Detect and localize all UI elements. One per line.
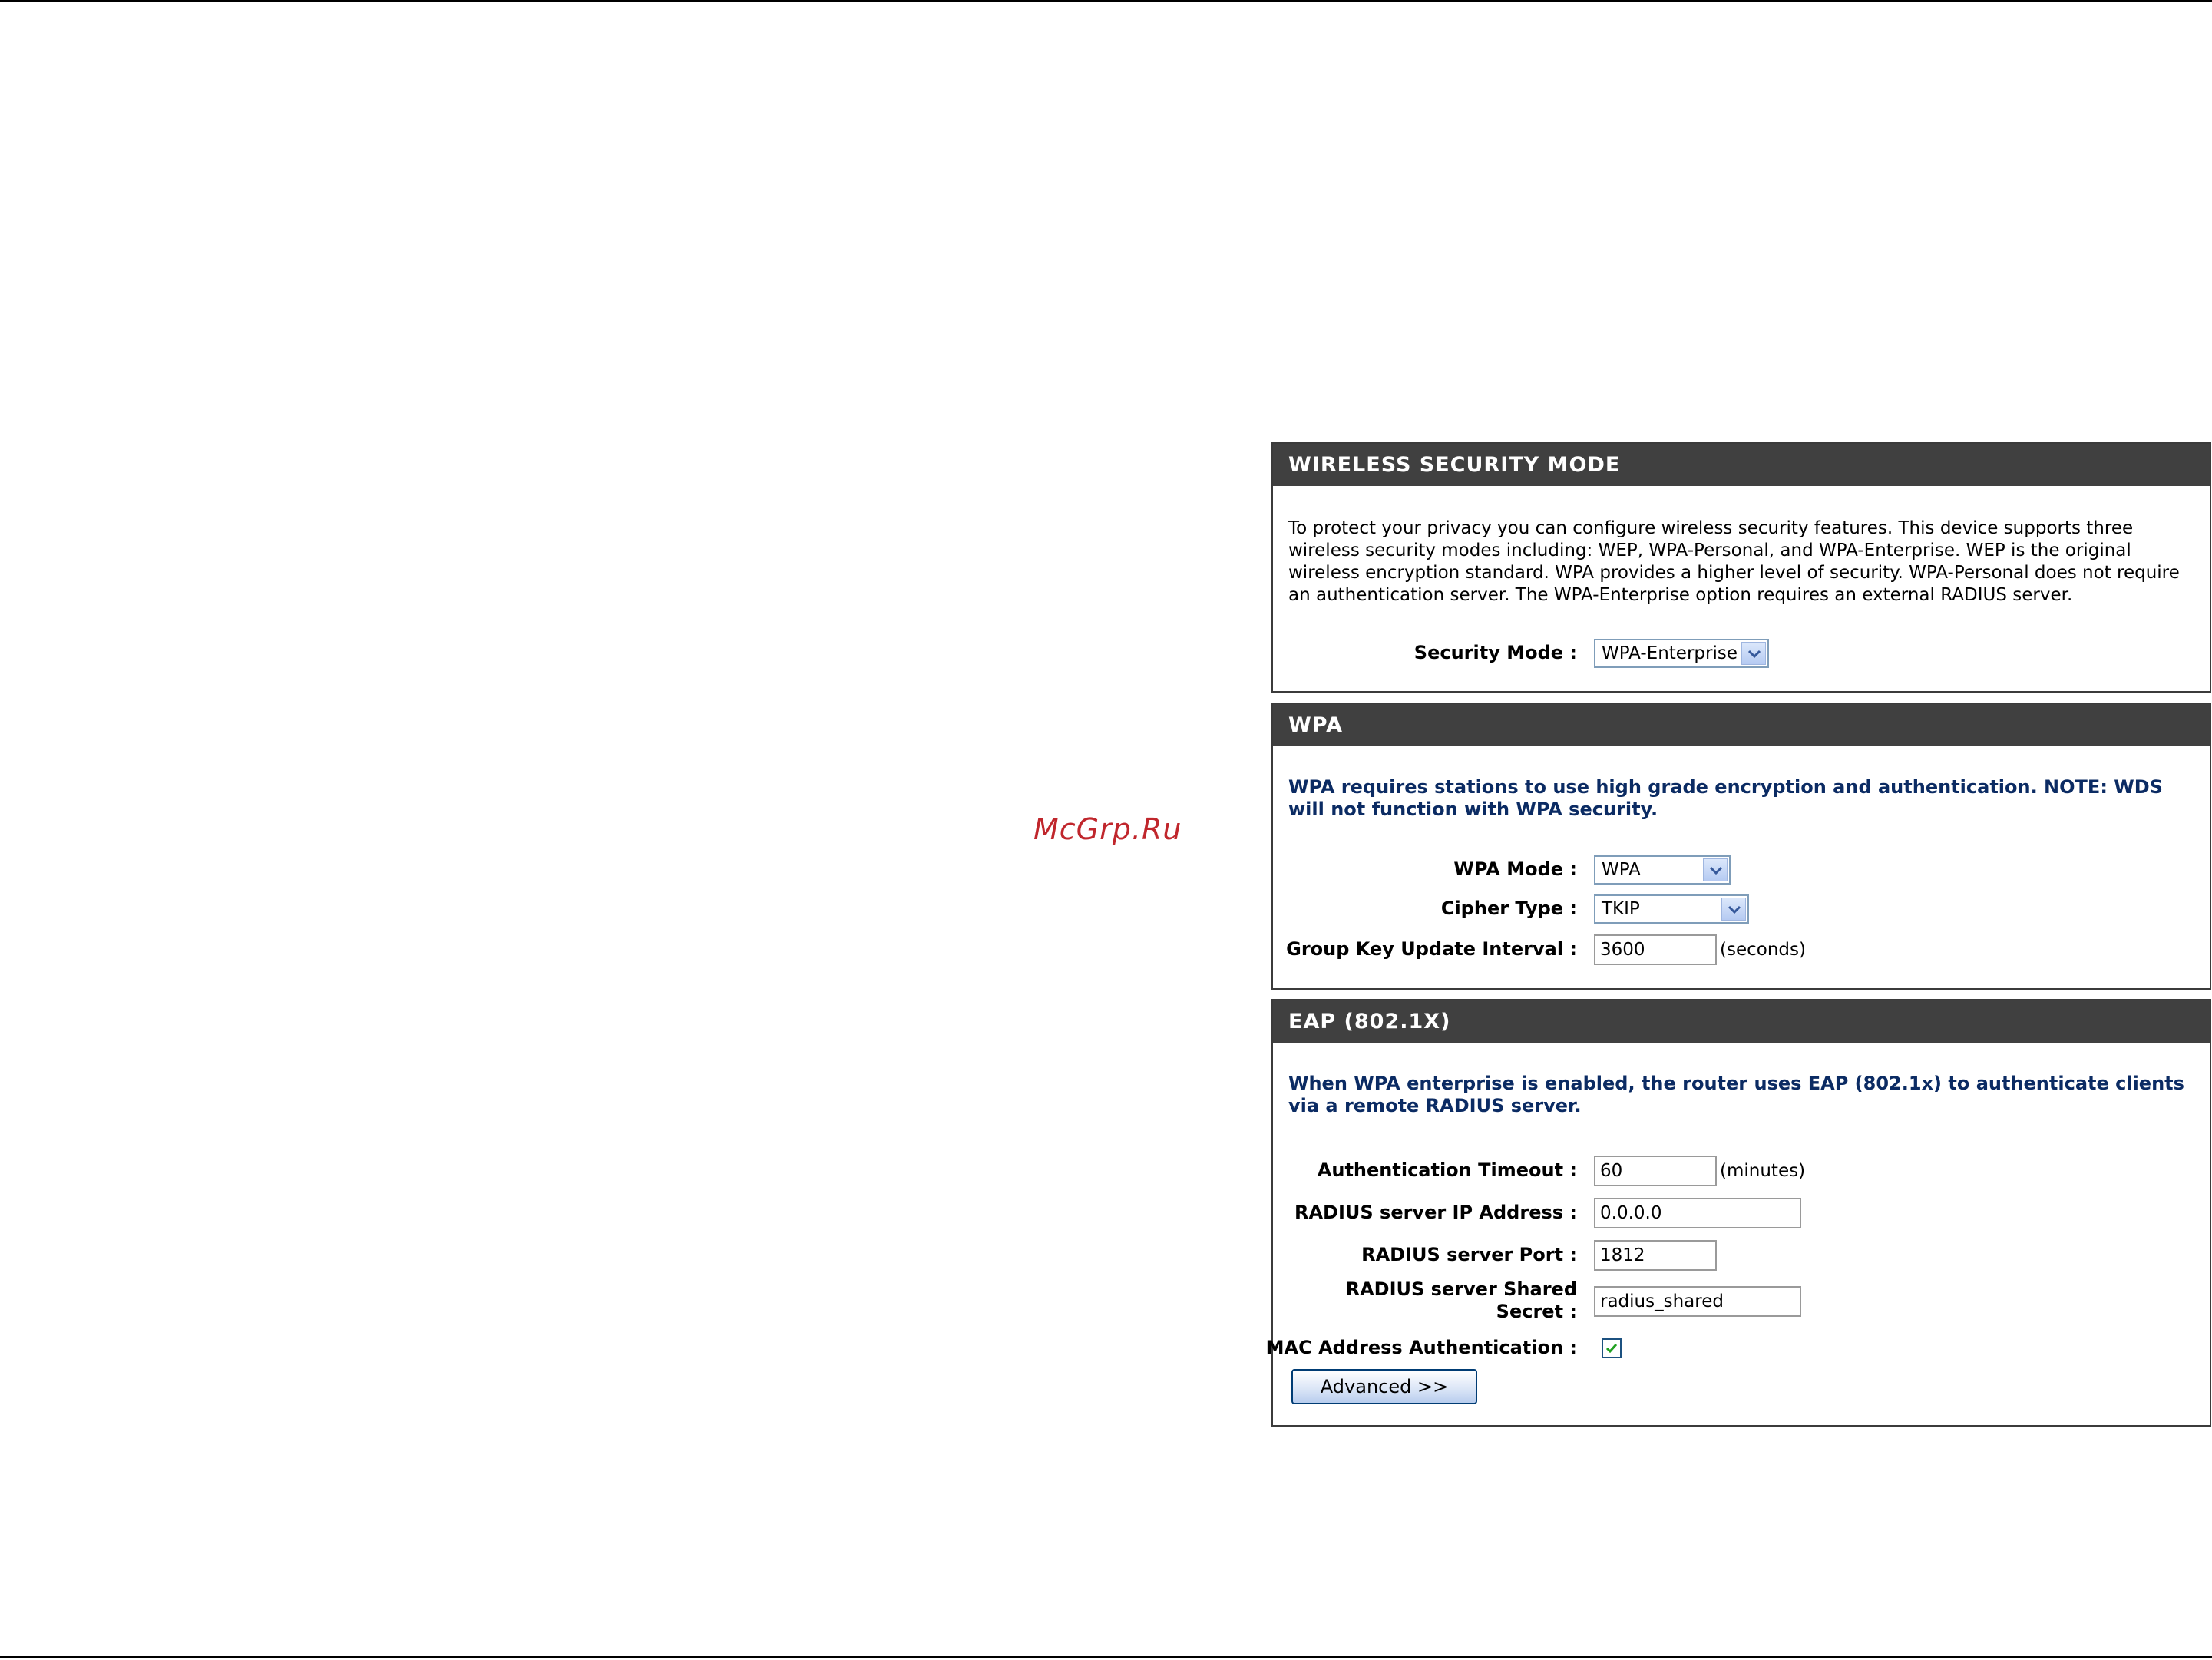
security-mode-value: WPA-Enterprise	[1602, 643, 1738, 663]
wpa-description: WPA requires stations to use high grade encryption and authentication. NOTE: WDS will not function with WPA security.	[1288, 776, 2163, 820]
group-key-label: Group Key Update Interval :	[1286, 938, 1577, 960]
mac-auth-label: MAC Address Authentication :	[1265, 1337, 1577, 1358]
auth-timeout-input[interactable]: 60	[1594, 1156, 1717, 1186]
radius-secret-row	[1273, 1278, 2210, 1326]
wpa-mode-value: WPA	[1602, 860, 1641, 880]
wpa-mode-label: WPA Mode :	[1453, 858, 1577, 880]
chevron-down-icon[interactable]	[1703, 858, 1728, 881]
mac-auth-row	[1265, 1337, 2210, 1371]
wpa-panel	[1271, 703, 2211, 990]
eap-panel	[1265, 999, 2211, 1427]
chevron-down-icon[interactable]	[1721, 898, 1746, 921]
wpa-mode-row	[1273, 855, 2210, 889]
checkmark-icon	[1605, 1341, 1618, 1355]
radius-secret-input[interactable]: radius_shared	[1594, 1286, 1801, 1317]
bottom-border-line	[0, 1656, 2212, 1658]
wpa-header: WPA	[1273, 704, 2210, 746]
mac-auth-checkbox[interactable]	[1602, 1338, 1622, 1358]
auth-timeout-row	[1273, 1156, 2210, 1189]
cipher-type-value: TKIP	[1602, 899, 1640, 919]
cipher-type-select[interactable]	[1594, 894, 1749, 924]
cipher-type-label: Cipher Type :	[1440, 898, 1577, 919]
cipher-type-row	[1273, 894, 2210, 928]
radius-ip-row	[1273, 1198, 2210, 1232]
wireless-security-mode-panel	[1271, 442, 2211, 693]
security-mode-select[interactable]	[1594, 639, 1769, 668]
watermark-text: McGrp.Ru	[1033, 812, 1182, 846]
group-key-row	[1273, 934, 2210, 968]
radius-ip-label: RADIUS server IP Address :	[1294, 1202, 1577, 1223]
top-border-line	[0, 0, 2212, 2]
radius-port-input[interactable]: 1812	[1594, 1240, 1717, 1271]
radius-ip-input[interactable]: 0.0.0.0	[1594, 1198, 1801, 1228]
security-mode-row	[1273, 639, 2210, 673]
auth-timeout-label: Authentication Timeout :	[1317, 1159, 1577, 1181]
group-key-unit: (seconds)	[1720, 940, 1806, 960]
eap-header: EAP (802.1X)	[1273, 1000, 2210, 1043]
eap-description: When WPA enterprise is enabled, the router uses EAP (802.1x) to authenticate clients via a remote RADIUS server.	[1288, 1073, 2184, 1116]
security-mode-label: Security Mode :	[1413, 642, 1577, 663]
radius-port-row	[1273, 1240, 2210, 1274]
wpa-mode-select[interactable]	[1594, 855, 1731, 885]
auth-timeout-unit: (minutes)	[1720, 1161, 1806, 1181]
wireless-security-description: To protect your privacy you can configure wireless security features. This device supports three wireless security modes including: WEP, WPA-Personal, and WPA-Enterprise. WEP is the original wireless encryption standard. WPA provides a higher level of security. WPA-Personal does not require an authentication server. The WPA-Enterprise option requires an external RADIUS server.	[1288, 518, 2180, 605]
chevron-down-icon[interactable]	[1741, 642, 1766, 665]
radius-secret-label-line2: Secret :	[1496, 1301, 1577, 1322]
wireless-security-mode-header: WIRELESS SECURITY MODE	[1273, 444, 2210, 486]
group-key-input[interactable]: 3600	[1594, 934, 1717, 965]
radius-port-label: RADIUS server Port :	[1361, 1244, 1577, 1265]
advanced-button[interactable]: Advanced >>	[1291, 1369, 1477, 1404]
radius-secret-label-line1: RADIUS server Shared	[1345, 1278, 1577, 1300]
radius-secret-label	[1346, 1278, 1577, 1323]
